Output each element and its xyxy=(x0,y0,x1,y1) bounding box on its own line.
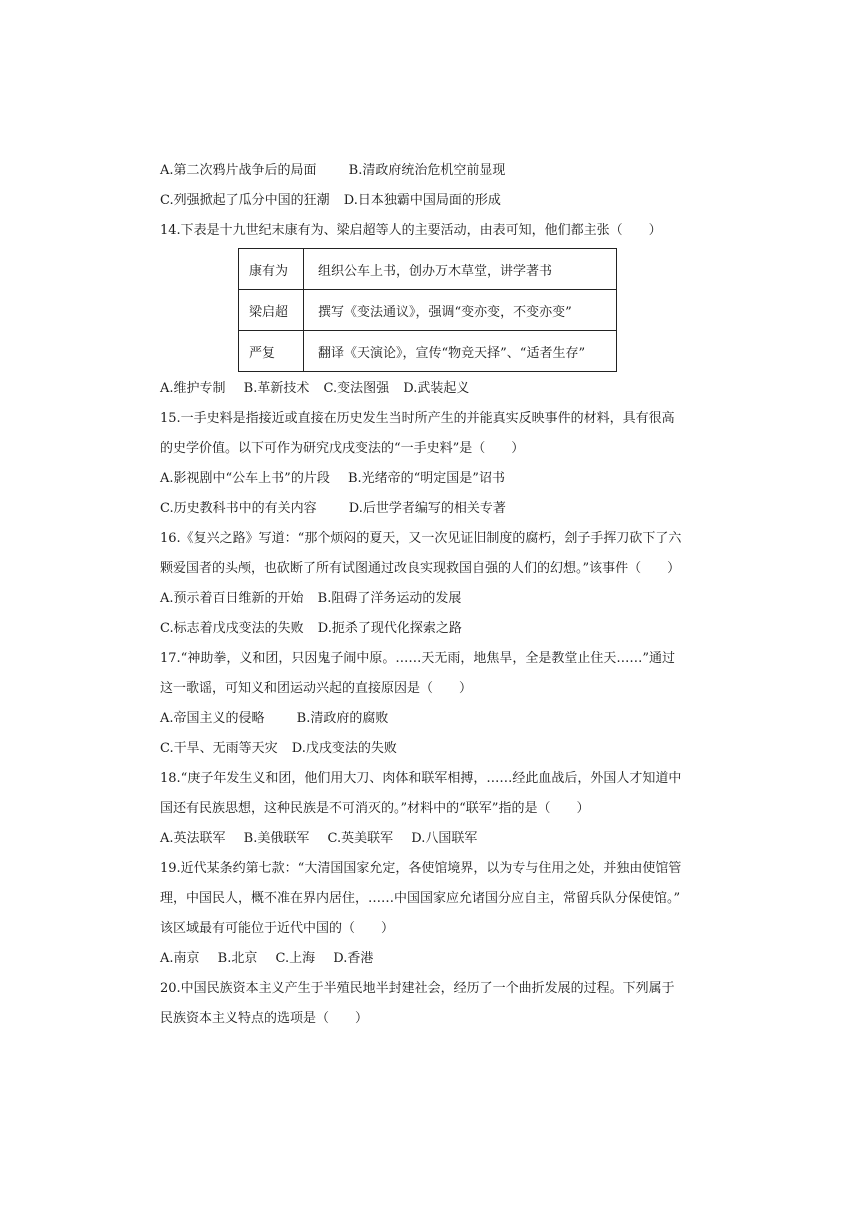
q18-option-b[interactable]: B.美俄联军 xyxy=(243,831,310,846)
q16-options-row-2 xyxy=(160,614,720,644)
q18-stem-line-2: 国还有民族思想，这种民族是不可消灭的。”材料中的“联军”指的是（ ） xyxy=(160,801,590,816)
q20-stem-line-2: 民族资本主义特点的选项是（ ） xyxy=(160,1011,369,1026)
q14-option-c[interactable]: C.变法图强 xyxy=(323,381,390,396)
q16-option-d[interactable]: D.扼杀了现代化探索之路 xyxy=(317,621,462,636)
q17-option-a[interactable]: A.帝国主义的侵略 xyxy=(160,711,265,726)
q14-option-b[interactable]: B.革新技术 xyxy=(243,381,310,396)
table-cell-activity: 撰写《变法通议》，强调“变亦变，不变亦变” xyxy=(304,290,617,331)
q18-option-c[interactable]: C.英美联军 xyxy=(327,831,394,846)
table-cell-activity: 组织公车上书，创办万木草堂，讲学著书 xyxy=(304,249,617,290)
q16-stem-line-2: 颗爱国者的头颅，也砍断了所有试图通过改良实现救国自强的人们的幻想。”该事件（ ） xyxy=(160,561,681,576)
q18-options-row xyxy=(160,824,720,854)
table-cell-name: 严复 xyxy=(239,331,304,372)
q17-option-b[interactable]: B.清政府的腐败 xyxy=(296,711,389,726)
table-cell-name: 梁启超 xyxy=(239,290,304,331)
q20-stem-line-1: 20.中国民族资本主义产生于半殖民地半封建社会，经历了一个曲折发展的过程。下列属于 xyxy=(160,981,675,996)
table-cell-name: 康有为 xyxy=(239,249,304,290)
q13-option-c[interactable]: C.列强掀起了瓜分中国的狂潮 xyxy=(160,193,330,208)
q18-option-d[interactable]: D.八国联军 xyxy=(411,831,478,846)
q14-options-row xyxy=(160,374,720,404)
q16-option-a[interactable]: A.预示着百日维新的开始 xyxy=(160,591,304,606)
q15-stem-line-2: 的史学价值。以下可作为研究戊戌变法的“一手史料”是（ ） xyxy=(160,441,525,456)
q19-stem-line-2: 理，中国民人，概不准在界内居住，……中国国家应允诸国分应自主，常留兵队分保使馆。” xyxy=(160,891,681,906)
q19-stem-line-1: 19.近代某条约第七款：“大清国国家允定，各使馆境界，以为专与住用之处，并独由使馆管 xyxy=(160,861,682,876)
q15-option-c[interactable]: C.历史教科书中的有关内容 xyxy=(160,501,317,516)
q16-stem-line-1: 16.《复兴之路》写道：“那个烦闷的夏天，又一次见证旧制度的腐朽，刽子手挥刀砍下了六 xyxy=(160,531,682,546)
q17-stem-line-2: 这一歌谣，可知义和团运动兴起的直接原因是（ ） xyxy=(160,681,473,696)
q15-option-a[interactable]: A.影视剧中“公车上书”的片段 xyxy=(160,471,330,486)
q17-stem-line-1: 17.“神助拳，义和团，只因鬼子闹中原。……天无雨，地焦旱，全是教堂止住天……”通过 xyxy=(160,651,675,666)
q14-option-d[interactable]: D.武装起义 xyxy=(403,381,470,396)
q17-option-c[interactable]: C.干旱、无雨等天灾 xyxy=(160,741,278,756)
q16-options-row-1 xyxy=(160,584,720,614)
q14-table-wrap xyxy=(238,248,720,372)
table-row xyxy=(239,249,617,290)
q17-option-d[interactable]: D.戊戌变法的失败 xyxy=(291,741,397,756)
q14-table xyxy=(238,248,617,372)
q17-options-row-1 xyxy=(160,704,720,734)
q17-options-row-2 xyxy=(160,734,720,764)
q13-option-d[interactable]: D.日本独霸中国局面的形成 xyxy=(343,193,501,208)
q13-option-b[interactable]: B.清政府统治危机空前显现 xyxy=(348,163,506,178)
q13-options-row-1 xyxy=(160,156,720,186)
q13-option-a[interactable]: A.第二次鸦片战争后的局面 xyxy=(160,163,317,178)
table-row xyxy=(239,331,617,372)
table-row xyxy=(239,290,617,331)
exam-page xyxy=(160,156,720,1034)
q18-stem-line-1: 18.“庚子年发生义和团，他们用大刀、肉体和联军相搏，……经此血战后，外国人才知道中 xyxy=(160,771,682,786)
q14-option-a[interactable]: A.维护专制 xyxy=(160,381,226,396)
q15-options-row-1 xyxy=(160,464,720,494)
q15-options-row-2 xyxy=(160,494,720,524)
q19-option-a[interactable]: A.南京 xyxy=(160,951,200,966)
q14-stem: 14.下表是十九世纪末康有为、梁启超等人的主要活动，由表可知，他们都主张（ ） xyxy=(160,223,662,238)
q15-option-d[interactable]: D.后世学者编写的相关专著 xyxy=(348,501,506,516)
q19-stem-line-3: 该区域最有可能位于近代中国的（ ） xyxy=(160,921,395,936)
q19-options-row xyxy=(160,944,720,974)
q16-option-b[interactable]: B.阻碍了洋务运动的发展 xyxy=(317,591,462,606)
q13-options-row-2 xyxy=(160,186,720,216)
q18-option-a[interactable]: A.英法联军 xyxy=(160,831,226,846)
q15-option-b[interactable]: B.光绪帝的“明定国是”诏书 xyxy=(347,471,505,486)
q19-option-c[interactable]: C.上海 xyxy=(275,951,316,966)
table-cell-activity: 翻译《天演论》，宣传“物竞天择”、“适者生存” xyxy=(304,331,617,372)
q15-stem-line-1: 15.一手史料是指接近或直接在历史发生当时所产生的并能真实反映事件的材料，具有很高 xyxy=(160,411,675,426)
q19-option-d[interactable]: D.香港 xyxy=(333,951,374,966)
q19-option-b[interactable]: B.北京 xyxy=(217,951,258,966)
q16-option-c[interactable]: C.标志着戊戌变法的失败 xyxy=(160,621,304,636)
